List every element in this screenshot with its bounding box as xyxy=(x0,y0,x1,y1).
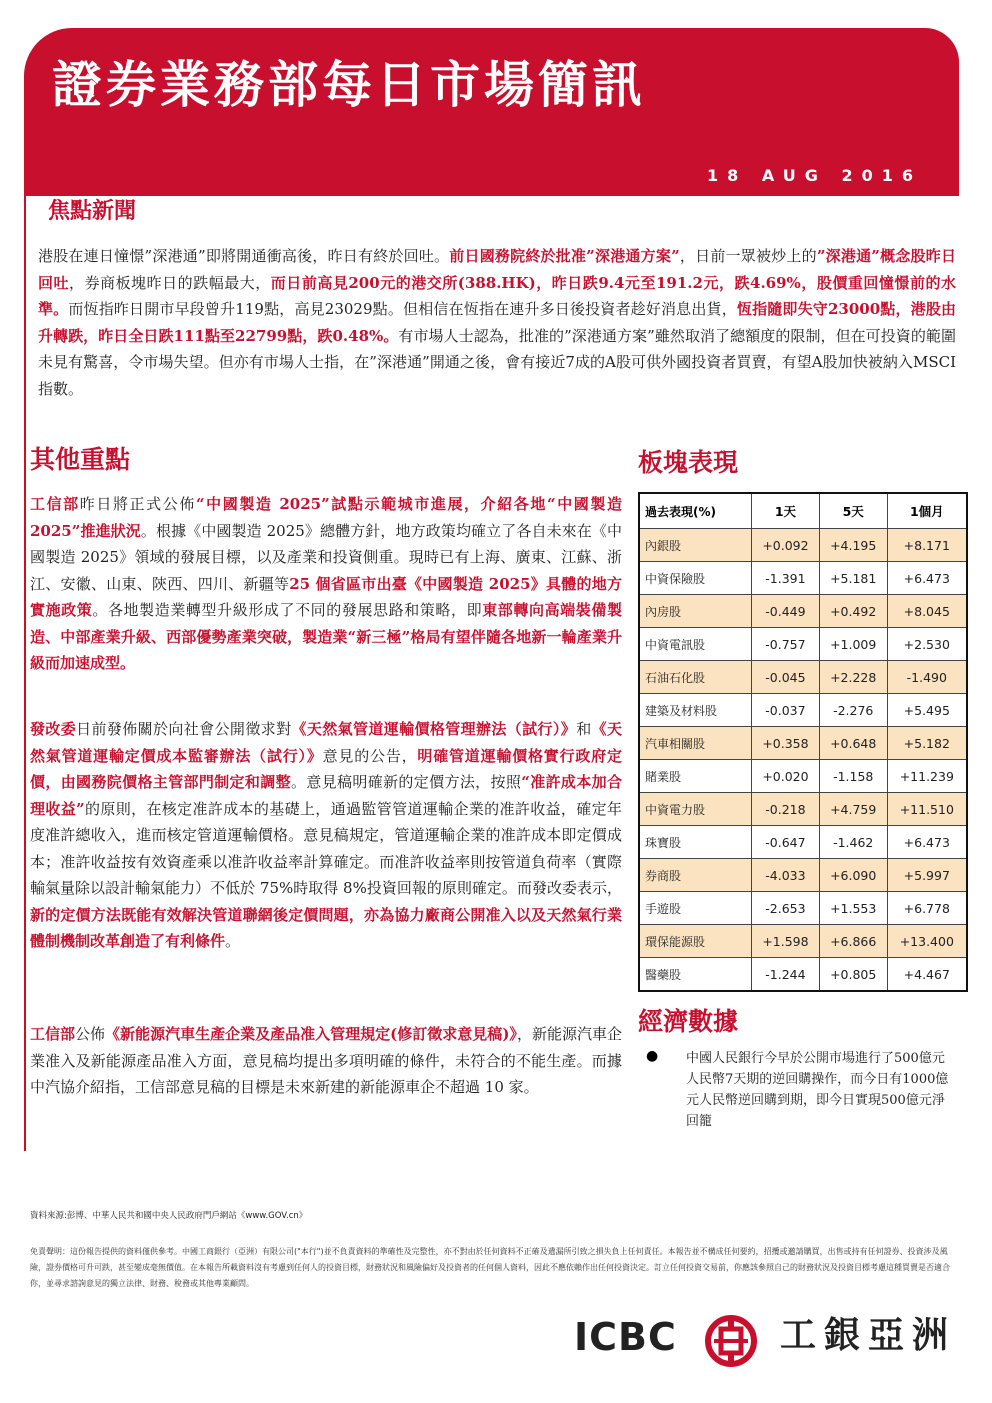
return-1m-cell: +5.495 xyxy=(887,694,967,727)
body-text: ，新能源汽車企業准入及新能源產品准入方面，意見稿均提出多項明確的條件，未符合的不能生產。而據中汽協介紹指，工信部意見稿的目標是未來新建的新能源車企不超過 10 家。 xyxy=(30,1025,622,1096)
disclaimer: 免責聲明：這份報告提供的資料僅供參考。中國工商銀行（亞洲）有限公司("本行")並不負責資料的準確性及完整性，亦不對由於任何資料不正確及遺漏所引致之損失負上任何責任。本報告並不構成任何要約，招攬或邀請購買，出售或持有任何證券、投資涉及風險，證券價格可升可跌，甚至變成毫無價值。在本報告所載資料沒有考慮到任何人的投資目標，財務狀況和風險偏好及投資者的任何個人資料，因此不應依賴作出任何投資決定。訂立任何投資交易前，你應該參照自己的財務狀況及投資目標考慮這種買賣是否適合你，並尋求諮詢意見的獨立法律、財務、稅務或其他專業顧問。 xyxy=(30,1247,950,1288)
sector-name-cell: 環保能源股 xyxy=(639,925,752,958)
icbc-logo xyxy=(574,1314,958,1374)
highlight-text: 《新能源汽車生產企業及產品准入管理規定(修訂徵求意見稿)》 xyxy=(105,1025,517,1043)
return-1d-cell: -2.653 xyxy=(752,892,820,925)
return-1d-cell: -1.244 xyxy=(752,958,820,992)
column-header-1d: 1天 xyxy=(752,493,820,529)
body-text: 的原則，在核定准許成本的基礎上，通過監管管道運輸企業的准許收益，確定年度准許總收入，進而核定管道運輸價格。意見稿規定，管道運輸企業的准許成本即定價成本；准許收益按有效資產乘以准許收益率計算確定。而准許收益率則按管道負荷率（實際輸氣量除以設計輸氣能力）不低於 75%時取得 8%投資回報的原則確定。而發改委表示， xyxy=(30,799,622,897)
highlight-text: 前日國務院終於批准”深港通方案” xyxy=(449,247,680,265)
report-date: 18 AUG 2016 xyxy=(707,166,922,185)
return-5d-cell: +6.090 xyxy=(819,859,887,892)
highlight-text: 東部轉向高端裝備製造、中部產業升級、西部優勢產業突破，製造業“新三極”格局有望伴隨各地新一輪產業升級而加速成型。 xyxy=(30,601,622,672)
return-1m-cell: +4.467 xyxy=(887,958,967,992)
return-1m-cell: +6.473 xyxy=(887,826,967,859)
body-text: 而恆指昨日開市早段曾升119點，高見23029點。但相信在恆指在連升多日後投資者趁好消息出貨， xyxy=(68,300,737,318)
table-row xyxy=(639,694,967,727)
return-5d-cell: +0.648 xyxy=(819,727,887,760)
highlight-text: 工信部 xyxy=(30,1025,76,1043)
body-text: ，日前一眾被炒上的 xyxy=(679,247,817,265)
return-5d-cell: +5.181 xyxy=(819,562,887,595)
sector-name-cell: 中資電訊股 xyxy=(639,628,752,661)
sector-name-cell: 賭業股 xyxy=(639,760,752,793)
body-text: 。意見稿明確新的定價方法，按照 xyxy=(290,773,522,791)
sector-name-cell: 內銀股 xyxy=(639,529,752,562)
left-frame-line xyxy=(24,196,26,1151)
highlight-text: 工信部 xyxy=(30,495,80,513)
sector-performance-title: 板塊表現 xyxy=(638,448,739,477)
return-1m-cell: +5.997 xyxy=(887,859,967,892)
table-row xyxy=(639,562,967,595)
body-text: 和 xyxy=(576,720,592,738)
highlight-text: 發改委 xyxy=(30,720,77,738)
return-1d-cell: -0.449 xyxy=(752,595,820,628)
body-text: 港股在連日憧憬”深港通”即將開通衝高後，昨日有終於回吐。 xyxy=(38,247,450,265)
table-row xyxy=(639,529,967,562)
highlight-text: 恆指隨即失守23000點，港股由升轉跌，昨日全日跌111點至22799點，跌0.48%。 xyxy=(38,300,956,345)
other-highlights-title: 其他重點 xyxy=(30,445,131,474)
sector-name-cell: 手遊股 xyxy=(639,892,752,925)
return-1m-cell: -1.490 xyxy=(887,661,967,694)
table-row xyxy=(639,826,967,859)
column-header-period: 過去表現(%) xyxy=(639,493,752,529)
economic-data-title: 經濟數據 xyxy=(638,1007,739,1036)
sector-name-cell: 券商股 xyxy=(639,859,752,892)
highlight-text: 《天然氣管道運輸價格管理辦法（試行）》 xyxy=(291,720,577,738)
sector-name-cell: 中資電力股 xyxy=(639,793,752,826)
body-text: 有市場人士認為，批准的”深港通方案”雖然取消了總額度的限制，但在可投資的範圍未見有驚喜，令市場失望。但亦有市場人士指，在”深港通”開通之後，會有接近7成的A股可供外國投資者買賣，有望A股加快被納入MSCI指數。 xyxy=(38,326,956,398)
data-source: 資料來源:彭博、中華人民共和國中央人民政府門戶網站《www.GOV.cn》 xyxy=(30,1211,308,1221)
bullet-icon: ● xyxy=(646,1048,659,1064)
column-header-5d: 5天 xyxy=(819,493,887,529)
body-text: 日前發佈關於向社會公開徵求對 xyxy=(76,720,292,738)
return-1d-cell: -0.045 xyxy=(752,661,820,694)
return-1m-cell: +11.239 xyxy=(887,760,967,793)
highlight-text: 《天然氣管道運輸定價成本監審辦法（試行）》 xyxy=(30,720,622,765)
table-row xyxy=(639,892,967,925)
return-1d-cell: -0.037 xyxy=(752,694,820,727)
highlight-text: 新的定價方法既能有效解決管道聯網後定價問題，亦為協力廠商公開准入以及天然氣行業體制機制改革創造了有利條件 xyxy=(30,905,622,950)
sector-name-cell: 醫藥股 xyxy=(639,958,752,992)
highlight-text: “中國製造 2025”試點示範城市進展，介紹各地“中國製造 2025”推進狀況 xyxy=(30,495,622,540)
return-5d-cell: +1.553 xyxy=(819,892,887,925)
sector-performance-table xyxy=(638,492,968,992)
return-1m-cell: +8.045 xyxy=(887,595,967,628)
return-1m-cell: +13.400 xyxy=(887,925,967,958)
return-1m-cell: +2.530 xyxy=(887,628,967,661)
return-5d-cell: +6.866 xyxy=(819,925,887,958)
highlight-text: 明確管道運輸價格實行政府定價，由國務院價格主管部門制定和調整 xyxy=(30,746,622,791)
page-title: 證券業務部每日市場簡訊 xyxy=(52,56,646,114)
icbc-emblem-icon xyxy=(704,1314,758,1368)
table-row xyxy=(639,727,967,760)
return-1d-cell: -1.391 xyxy=(752,562,820,595)
body-text: 。 xyxy=(225,932,241,950)
table-row xyxy=(639,958,967,992)
table-row xyxy=(639,628,967,661)
logo-text-cn: 工銀亞洲 xyxy=(780,1315,957,1356)
return-5d-cell: -2.276 xyxy=(819,694,887,727)
table-row xyxy=(639,793,967,826)
economic-data-text: 中國人民銀行今早於公開市場進行了500億元人民幣7天期的逆回購操作，而今日有1000億元人民幣逆回購到期，即今日實現500億元淨回籠 xyxy=(686,1051,949,1129)
return-1d-cell: -0.218 xyxy=(752,793,820,826)
return-1m-cell: +8.171 xyxy=(887,529,967,562)
body-text: 。各地製造業轉型升級形成了不同的發展思路和策略，即 xyxy=(92,601,483,619)
table-row xyxy=(639,661,967,694)
return-1d-cell: +0.358 xyxy=(752,727,820,760)
return-5d-cell: -1.462 xyxy=(819,826,887,859)
return-5d-cell: +1.009 xyxy=(819,628,887,661)
return-1m-cell: +11.510 xyxy=(887,793,967,826)
return-1d-cell: -4.033 xyxy=(752,859,820,892)
return-5d-cell: +0.805 xyxy=(819,958,887,992)
body-text: 公佈 xyxy=(75,1025,106,1043)
body-text: ，券商板塊昨日的跌幅最大， xyxy=(69,273,271,292)
table-header-row xyxy=(639,493,967,529)
sector-name-cell: 汽車相關股 xyxy=(639,727,752,760)
table-row xyxy=(639,760,967,793)
return-1d-cell: +1.598 xyxy=(752,925,820,958)
return-5d-cell: +0.492 xyxy=(819,595,887,628)
return-1d-cell: -0.647 xyxy=(752,826,820,859)
table-row xyxy=(639,925,967,958)
sector-name-cell: 珠寶股 xyxy=(639,826,752,859)
table-row xyxy=(639,859,967,892)
table-row xyxy=(639,595,967,628)
sector-name-cell: 內房股 xyxy=(639,595,752,628)
highlight-text: 25 個省區市出臺《中國製造 2025》具體的地方實施政策 xyxy=(30,574,622,619)
return-1d-cell: +0.020 xyxy=(752,760,820,793)
return-1m-cell: +6.778 xyxy=(887,892,967,925)
return-5d-cell: +4.759 xyxy=(819,793,887,826)
column-header-1m: 1個月 xyxy=(887,493,967,529)
body-text: 意見的公告， xyxy=(322,746,418,765)
return-1d-cell: -0.757 xyxy=(752,628,820,661)
return-1d-cell: +0.092 xyxy=(752,529,820,562)
highlight-text: 而日前高見200元的港交所(388.HK)，昨日跌9.4元至191.2元，跌4.69%，股價重回憧憬前的水準。 xyxy=(38,273,956,318)
return-1m-cell: +6.473 xyxy=(887,562,967,595)
return-5d-cell: +4.195 xyxy=(819,529,887,562)
return-5d-cell: +2.228 xyxy=(819,661,887,694)
highlight-paragraph-miit-nev xyxy=(30,1021,622,1101)
return-1m-cell: +5.182 xyxy=(887,727,967,760)
highlight-paragraph-ndrc-gas xyxy=(30,716,622,955)
focus-news-paragraph xyxy=(38,243,956,402)
sector-name-cell: 中資保險股 xyxy=(639,562,752,595)
highlight-paragraph-miit-2025 xyxy=(30,491,622,677)
highlight-text: “准許成本加合理收益” xyxy=(30,773,622,818)
body-text: 昨日將正式公佈 xyxy=(79,495,196,513)
sector-name-cell: 石油石化股 xyxy=(639,661,752,694)
highlight-text: ”深港通”概念股昨日回吐 xyxy=(38,247,956,292)
body-text: 。根據《中國製造 2025》總體方針，地方政策均確立了各自未來在《中國製造 2025》領域的發展目標，以及產業和投資側重。現時已有上海、廣東、江蘇、浙江、安徽、山東、陝西、四川、新疆等 xyxy=(30,521,622,593)
sector-name-cell: 建築及材料股 xyxy=(639,694,752,727)
return-5d-cell: -1.158 xyxy=(819,760,887,793)
logo-text-en: ICBC xyxy=(574,1315,677,1359)
focus-news-title: 焦點新聞 xyxy=(48,199,137,224)
